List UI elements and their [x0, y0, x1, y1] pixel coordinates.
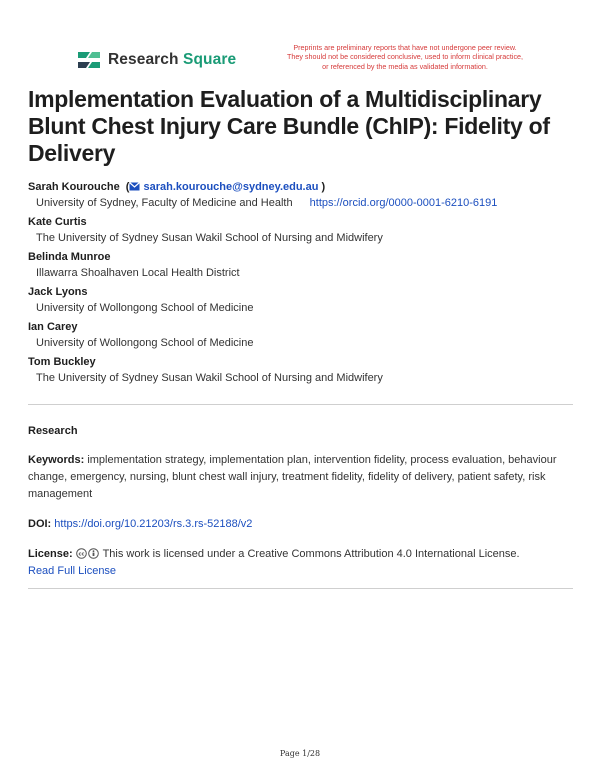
article-type: Research — [28, 425, 78, 437]
brand-name: Research Square — [108, 51, 237, 68]
paper-title: Implementation Evaluation of a Multidisciplinary Blunt Chest Injury Care Bundle (ChIP): Fidelity of Delivery — [28, 86, 550, 166]
research-square-logo-icon — [76, 49, 102, 71]
author-affiliation: University of Wollongong School of Medicine — [36, 337, 254, 349]
author-name: Jack Lyons — [28, 286, 88, 298]
keywords-label: Keywords: — [28, 454, 85, 466]
author-affiliation: University of Wollongong School of Medicine — [36, 302, 254, 314]
author-name: Belinda Munroe — [28, 251, 111, 263]
preprint-disclaimer — [270, 43, 540, 71]
disclaimer-line: Preprints are preliminary reports that have not undergone peer review. — [293, 43, 517, 52]
author-affiliation: The University of Sydney Susan Wakil School of Nursing and Midwifery — [36, 372, 383, 384]
license-text: This work is licensed under a Creative Commons Attribution 4.0 International License. — [102, 548, 520, 560]
doi-section — [28, 516, 576, 533]
orcid-link[interactable]: https://orcid.org/0000-0001-6210-6191 — [309, 197, 498, 209]
author-affiliation: University of Sydney, Faculty of Medicine and Health — [36, 197, 293, 209]
author-affiliation: Illawarra Shoalhaven Local Health District — [36, 267, 240, 279]
mail-icon — [129, 182, 140, 191]
author-email-link[interactable]: sarah.kourouche@sydney.edu.au — [143, 181, 319, 193]
section-divider — [28, 404, 573, 405]
author-name: Ian Carey — [28, 321, 78, 333]
doi-label: DOI: — [28, 518, 52, 530]
creative-commons-icon — [76, 548, 100, 559]
author-list — [28, 180, 578, 390]
author-entry: Sarah Kourouche ( sarah.kourouche@sydney.edu.au ) University of Sydney, Faculty of Medicine and Health https://orcid.org/0000-0001-6210-6191 — [28, 181, 498, 209]
section-divider — [28, 588, 573, 589]
read-full-license-link[interactable]: Read Full License — [28, 565, 117, 577]
page-number: Page 1/28 — [279, 749, 321, 758]
doi-link[interactable]: https://doi.org/10.21203/rs.3.rs-52188/v2 — [54, 518, 253, 530]
author-name: Tom Buckley — [28, 356, 96, 368]
disclaimer-line: They should not be considered conclusive, used to inform clinical practice, — [286, 52, 524, 62]
research-square-logo[interactable] — [76, 47, 236, 73]
disclaimer-line: or referenced by the media as validated information. — [322, 61, 488, 71]
author-entry — [28, 320, 578, 351]
keywords-text: implementation strategy, implementation plan, intervention fidelity, process evaluation, behaviour change, emergency, nursing, blunt chest wall injury, treatment fidelity, fidelity of delivery, patient safety, risk management — [28, 454, 557, 500]
author-entry — [28, 250, 578, 281]
license-label: License: — [28, 548, 73, 560]
svg-text:cc: cc — [78, 551, 85, 558]
author-entry — [28, 215, 578, 246]
keywords-section — [28, 452, 576, 503]
author-name: Kate Curtis — [28, 216, 87, 228]
author-entry — [28, 355, 578, 386]
author-name: Sarah Kourouche — [28, 181, 120, 193]
author-affiliation: The University of Sydney Susan Wakil School of Nursing and Midwifery — [36, 232, 383, 244]
author-entry — [28, 285, 578, 316]
license-section — [28, 546, 576, 580]
